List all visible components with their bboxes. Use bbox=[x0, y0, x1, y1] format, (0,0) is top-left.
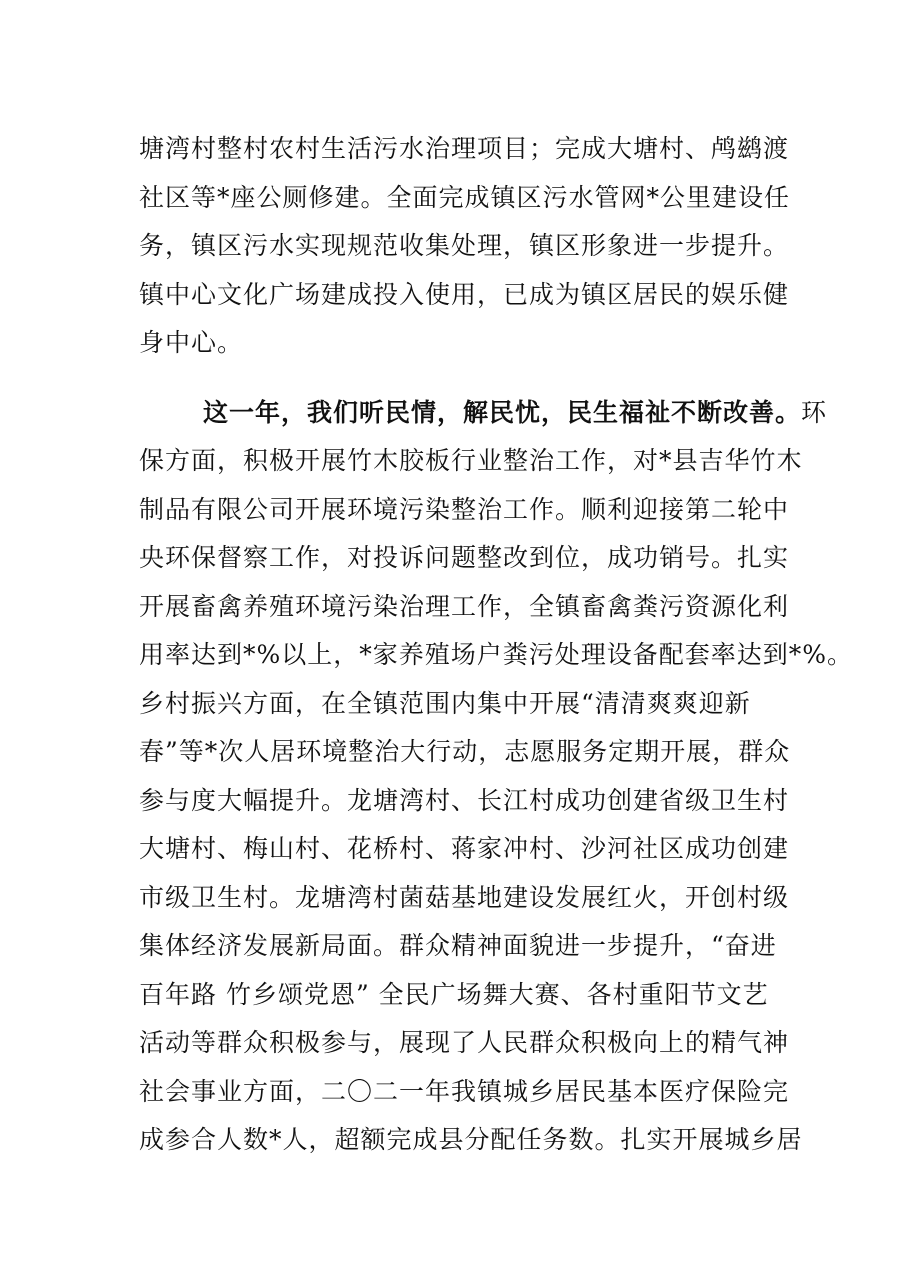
text-line: 身中心。 bbox=[139, 328, 244, 357]
paragraph-1 bbox=[139, 125, 791, 368]
text-line: 镇中心文化广场建成投入使用，已成为镇区居民的娱乐健 bbox=[139, 279, 790, 309]
text-line: 用率达到*%以上，*家养殖场户粪污处理设备配套率达到*%。 bbox=[139, 640, 854, 669]
text-line: 乡村振兴方面，在全镇范围内集中开展“清清爽爽迎新 bbox=[139, 688, 751, 718]
text-line: 社会事业方面，二〇二一年我镇城乡居民基本医疗保险完 bbox=[139, 1076, 790, 1106]
text-line: 集体经济发展新局面。群众精神面貌进一步提升，“奋进 bbox=[139, 931, 777, 960]
text-line: 央环保督察工作，对投诉问题整改到位，成功销号。扎实 bbox=[139, 543, 790, 572]
text-line: 活动等群众积极参与，展现了人民群众积极向上的精气神 bbox=[139, 1028, 790, 1057]
text-line: 社区等*座公厕修建。全面完成镇区污水管网*公里建设任 bbox=[139, 182, 791, 212]
text-line: 开展畜禽养殖环境污染治理工作，全镇畜禽粪污资源化利 bbox=[139, 591, 790, 621]
text-line: 参与度大幅提升。龙塘湾村、长江村成功创建省级卫生村 bbox=[139, 785, 790, 815]
paragraph-heading: 这一年，我们听民情，解民忧，民生福祉不断改善。 bbox=[203, 397, 802, 427]
text-line: 保方面，积极开展竹木胶板行业整治工作，对*县吉华竹木 bbox=[139, 446, 803, 475]
text-line: 百年路 竹乡颂党恩” 全民广场舞大赛、各村重阳节文艺 bbox=[139, 979, 769, 1009]
document-body bbox=[139, 125, 854, 1165]
text-line: 塘湾村整村农村生活污水治理项目；完成大塘村、鸬鹚渡 bbox=[139, 134, 790, 163]
paragraph-2 bbox=[139, 389, 854, 1165]
text-line: 市级卫生村。龙塘湾村菌菇基地建设发展红火，开创村级 bbox=[139, 882, 790, 912]
text-line: 大塘村、梅山村、花桥村、蒋家冲村、沙河社区成功创建 bbox=[139, 834, 790, 863]
text-line: 制品有限公司开展环境污染整治工作。顺利迎接第二轮中 bbox=[139, 494, 790, 524]
text-line: 务，镇区污水实现规范收集处理，镇区形象进一步提升。 bbox=[139, 231, 790, 260]
paragraph-lead-line bbox=[139, 389, 828, 438]
text-line: 成参合人数*人，超额完成县分配任务数。扎实开展城乡居 bbox=[139, 1125, 803, 1154]
paragraph-lead-text: 环 bbox=[801, 397, 828, 427]
paragraph-spacer bbox=[139, 368, 779, 389]
text-line: 春”等*次人居环境整治大行动，志愿服务定期开展，群众 bbox=[139, 737, 791, 766]
